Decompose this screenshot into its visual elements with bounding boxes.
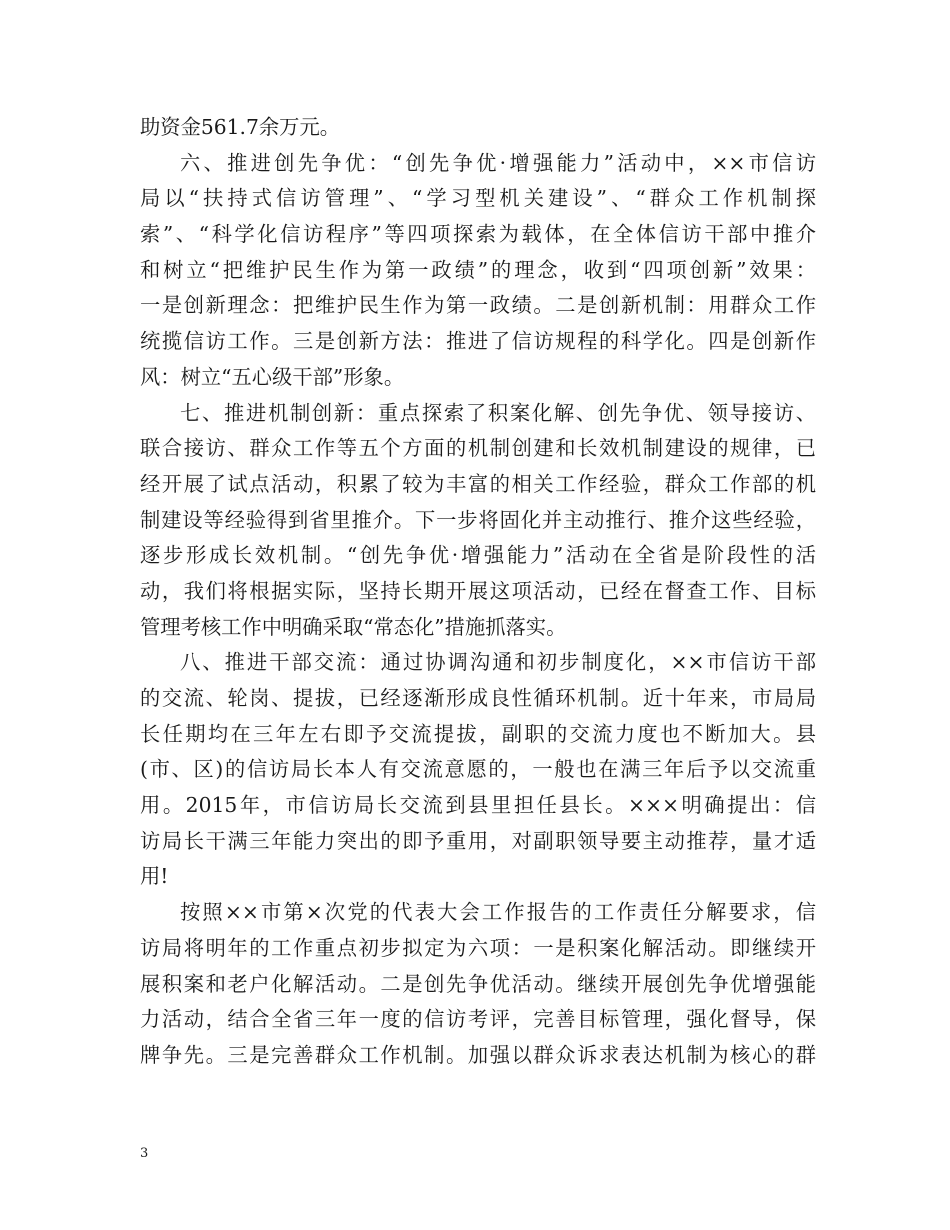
text-line: 长任期均在三年左右即予交流提拔，副职的交流力度也不断加大。县 [140, 721, 816, 746]
text-line: 风：树立“五心级干部”形象。 [140, 364, 405, 389]
text-line: 助资金561.7余万元。 [140, 115, 341, 139]
text-line: 六、推进创先争优：“创先争优·增强能力”活动中，××市信访 [180, 150, 816, 175]
text-line: 的交流、轮岗、提拔，已经逐渐形成良性循环机制。近十年来，市局局 [140, 686, 816, 710]
text-line: 牌争先。三是完善群众工作机制。加强以群众诉求表达机制为核心的群 [140, 1042, 816, 1067]
text-line: 八、推进干部交流：通过协调沟通和初步制度化，××市信访干部 [180, 650, 816, 675]
text-line: 按照××市第×次党的代表大会工作报告的工作责任分解要求，信 [180, 900, 816, 925]
text-line: 一是创新理念：把维护民生作为第一政绩。二是创新机制：用群众工作 [140, 293, 816, 318]
text-line: 经开展了试点活动，积累了较为丰富的相关工作经验，群众工作部的机 [140, 471, 816, 496]
text-line: 和树立“把维护民生作为第一政绩”的理念，收到“四项创新”效果： [140, 257, 816, 282]
text-line: 动，我们将根据实际，坚持长期开展这项活动，已经在督查工作、目标 [140, 578, 816, 603]
text-line: 逐步形成长效机制。“创先争优·增强能力”活动在全省是阶段性的活 [140, 543, 816, 568]
text-line: 用! [140, 864, 169, 889]
text-line: 访局长干满三年能力突出的即予重用，对副职领导要主动推荐，量才适 [140, 828, 816, 853]
text-line: 联合接访、群众工作等五个方面的机制创建和长效机制建设的规律，已 [140, 436, 816, 461]
text-line: (市、区)的信访局长本人有交流意愿的，一般也在满三年后予以交流重 [140, 757, 816, 782]
text-line: 管理考核工作中明确采取“常态化”措施抓落实。 [140, 614, 567, 639]
body-text [140, 110, 816, 1074]
text-line: 统揽信访工作。三是创新方法：推进了信访规程的科学化。四是创新作 [140, 329, 816, 354]
text-line: 访局将明年的工作重点初步拟定为六项：一是积案化解活动。即继续开 [140, 935, 816, 960]
text-line: 力活动，结合全省三年一度的信访考评，完善目标管理，强化督导，保 [140, 1007, 816, 1032]
text-line: 展积案和老户化解活动。二是创先争优活动。继续开展创先争优增强能 [140, 971, 816, 996]
text-line: 局以“扶持式信访管理”、“学习型机关建设”、“群众工作机制探 [140, 186, 816, 211]
text-line: 索”、“科学化信访程序”等四项探索为载体，在全体信访干部中推介 [140, 222, 816, 247]
text-line: 用。2015年，市信访局长交流到县里担任县长。×××明确提出：信 [140, 793, 816, 818]
text-line: 制建设等经验得到省里推介。下一步将固化并主动推行、推介这些经验， [140, 507, 816, 532]
text-line: 七、推进机制创新：重点探索了积案化解、创先争优、领导接访、 [180, 400, 816, 425]
page-number: 3 [140, 1146, 149, 1161]
